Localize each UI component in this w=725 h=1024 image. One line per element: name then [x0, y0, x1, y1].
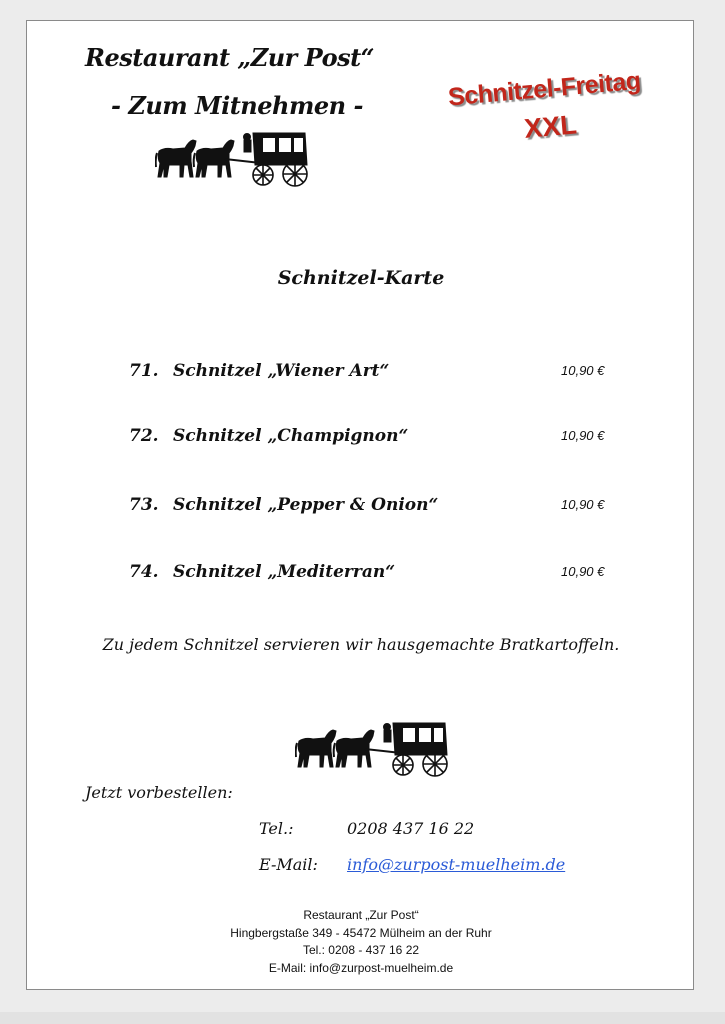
horse-icon [156, 140, 196, 177]
item-name: Schnitzel „Champignon“ [173, 426, 409, 446]
item-price: 10,90 € [561, 497, 605, 512]
item-number: 72. [129, 426, 159, 446]
promo-title: Schnitzel-Freitag [446, 66, 642, 112]
item-number: 71. [129, 361, 159, 381]
footer-email: E-Mail: info@zurpost-muelheim.de [268, 960, 454, 975]
item-price: 10,90 € [561, 428, 605, 443]
menu-page [26, 20, 694, 990]
promo-size: XXL [523, 109, 579, 144]
item-name: Schnitzel „Pepper & Onion“ [173, 495, 439, 515]
footer-phone: Tel.: 0208 - 437 16 22 [302, 943, 420, 957]
side-dish-note: Zu jedem Schnitzel servieren wir hausgemachte Bratkartoffeln. [102, 635, 620, 654]
horse-carriage-icon [155, 129, 311, 189]
menu-title: Schnitzel-Karte [277, 267, 445, 289]
menu-item [27, 361, 695, 391]
phone-number: 0208 437 16 22 [347, 819, 475, 838]
item-number: 74. [129, 562, 159, 582]
email-label: E-Mail: [259, 855, 318, 874]
promo-badge [428, 65, 663, 153]
page-bottom-strip [0, 1012, 725, 1024]
item-number: 73. [129, 495, 159, 515]
horse-carriage-icon [295, 719, 451, 779]
item-name: Schnitzel „Mediterran“ [173, 562, 395, 582]
item-name: Schnitzel „Wiener Art“ [173, 361, 390, 381]
phone-label: Tel.: [259, 819, 294, 838]
menu-item [27, 426, 695, 456]
preorder-label: Jetzt vorbestellen: [85, 783, 233, 802]
item-price: 10,90 € [561, 564, 605, 579]
takeaway-subtitle: - Zum Mitnehmen - [111, 91, 363, 120]
item-price: 10,90 € [561, 363, 605, 378]
menu-item [27, 495, 695, 525]
footer-address [27, 907, 695, 977]
horse-icon [296, 730, 336, 767]
email-link[interactable]: info@zurpost-muelheim.de [347, 855, 566, 874]
footer-restaurant-name: Restaurant „Zur Post“ [303, 908, 419, 922]
restaurant-title: Restaurant „Zur Post“ [85, 43, 374, 72]
footer-street: Hingbergstaße 349 - 45472 Mülheim an der Ruhr [230, 925, 492, 940]
menu-item [27, 562, 695, 592]
